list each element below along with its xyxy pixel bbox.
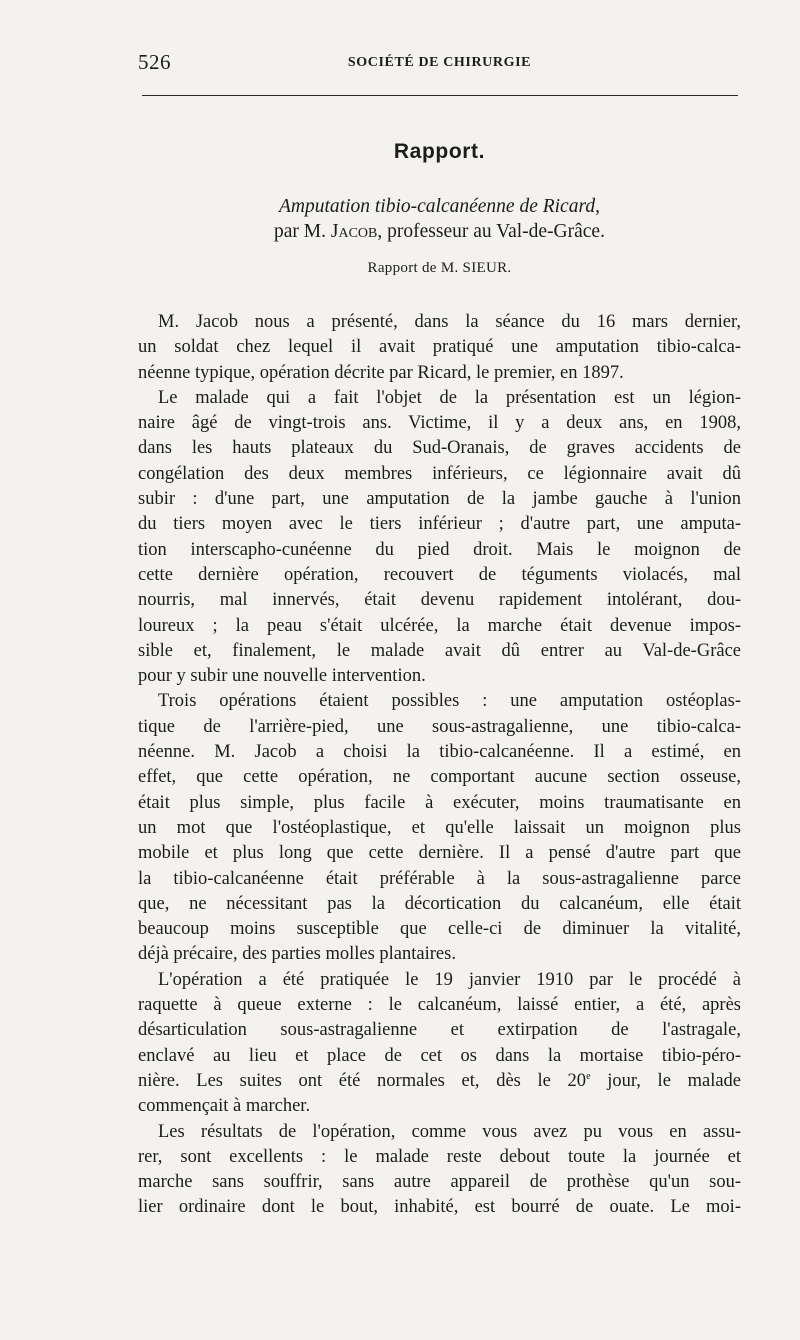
text-line: pour y subir une nouvelle intervention. — [138, 666, 426, 687]
text-line: Les résultats de l'opération, comme vous avez pu vous en assu- — [158, 1121, 741, 1142]
text-fragment: jour, le malade — [590, 1070, 742, 1091]
ordinal-superscript: e — [586, 1070, 591, 1082]
text-line: désarticulation sous-astragalienne et extirpation de l'astragale, — [138, 1020, 741, 1041]
running-head — [138, 50, 741, 78]
text-line — [138, 1069, 741, 1094]
text-line: subir : d'une part, une amputation de la jambe gauche à l'union — [138, 489, 741, 510]
text-line: la tibio-calcanéenne était préférable à la sous-astragalienne parce — [138, 868, 741, 889]
text-line: Trois opérations étaient possibles : une amputation ostéoplas- — [158, 691, 741, 712]
text-line: M. Jacob nous a présenté, dans la séance du 16 mars dernier, — [158, 312, 741, 332]
article-heading — [138, 194, 741, 244]
text-line: beaucoup moins susceptible que celle-ci de diminuer la vitalité, — [138, 919, 741, 940]
text-line: cette dernière opération, recouvert de téguments violacés, mal — [138, 564, 741, 585]
header-divider — [142, 95, 738, 96]
text-line: lier ordinaire dont le bout, inhabité, est bourré de ouate. Le moi- — [138, 1197, 741, 1218]
reporter-line: Rapport de M. SIEUR. — [367, 260, 512, 276]
article-byline — [138, 219, 741, 244]
author-name: Jacob — [330, 221, 378, 242]
text-line: était plus simple, plus facile à exécuter, moins traumatisante en — [138, 792, 741, 813]
text-line: déjà précaire, des parties molles plantaires. — [138, 944, 456, 965]
text-line: sible et, finalement, le malade avait dû entrer au Val-de-Grâce — [138, 640, 741, 661]
text-line: mobile et plus long que cette dernière. Il a pensé d'autre part que — [138, 843, 741, 864]
body-text — [138, 310, 741, 1221]
journal-title: SOCIÉTÉ DE CHIRURGIE — [347, 55, 532, 70]
text-fragment: nière. Les suites ont été normales et, dès le 20 — [138, 1070, 587, 1091]
byline-prefix: par M. — [274, 221, 327, 242]
article-title: Amputation tibio-calcanéenne de Ricard, — [279, 196, 600, 217]
text-line: commençait à marcher. — [138, 1096, 311, 1117]
byline-suffix: , professeur au Val-de-Grâce. — [377, 221, 605, 242]
text-line: loureux ; la peau s'était ulcérée, la marche était devenue impos- — [138, 615, 741, 636]
text-line: rer, sont excellents : le malade reste debout toute la journée et — [138, 1146, 741, 1167]
text-line: congélation des deux membres inférieurs, ce légionnaire avait dû — [138, 463, 741, 484]
section-title: Rapport. — [393, 140, 486, 163]
text-line: naire âgé de vingt-trois ans. Victime, il y a deux ans, en 1908, — [138, 413, 741, 434]
text-line: tion interscapho-cunéenne du pied droit. Mais le moignon de — [138, 539, 741, 560]
text-line: dans les hauts plateaux du Sud-Oranais, de graves accidents de — [138, 438, 741, 459]
page-number: 526 — [138, 50, 171, 74]
text-line: Le malade qui a fait l'objet de la présentation est un légion- — [158, 387, 741, 408]
text-line: néenne. M. Jacob a choisi la tibio-calcanéenne. Il a estimé, en — [138, 742, 741, 763]
text-line: nourris, mal innervés, était devenu rapidement intolérant, dou- — [138, 590, 741, 611]
text-line: effet, que cette opération, ne comportant aucune section osseuse, — [138, 767, 741, 788]
text-line: marche sans souffrir, sans autre appareil de prothèse qu'un sou- — [138, 1172, 741, 1193]
text-line: enclavé au lieu et place de cet os dans la mortaise tibio-péro- — [138, 1045, 741, 1066]
text-line: néenne typique, opération décrite par Ricard, le premier, en 1897. — [138, 362, 624, 383]
text-line: du tiers moyen avec le tiers inférieur ; d'autre part, une amputa- — [138, 514, 741, 535]
text-line: un soldat chez lequel il avait pratiqué une amputation tibio-calca- — [138, 337, 741, 358]
text-line: que, ne nécessitant pas la décortication du calcanéum, elle était — [138, 893, 741, 914]
text-line: tique de l'arrière-pied, une sous-astragalienne, une tibio-calca- — [138, 716, 741, 737]
text-line: L'opération a été pratiquée le 19 janvier 1910 par le procédé à — [158, 969, 741, 990]
text-line: raquette à queue externe : le calcanéum, laissé entier, a été, après — [138, 995, 741, 1016]
text-line: un mot que l'ostéoplastique, et qu'elle laissait un moignon plus — [138, 817, 741, 838]
